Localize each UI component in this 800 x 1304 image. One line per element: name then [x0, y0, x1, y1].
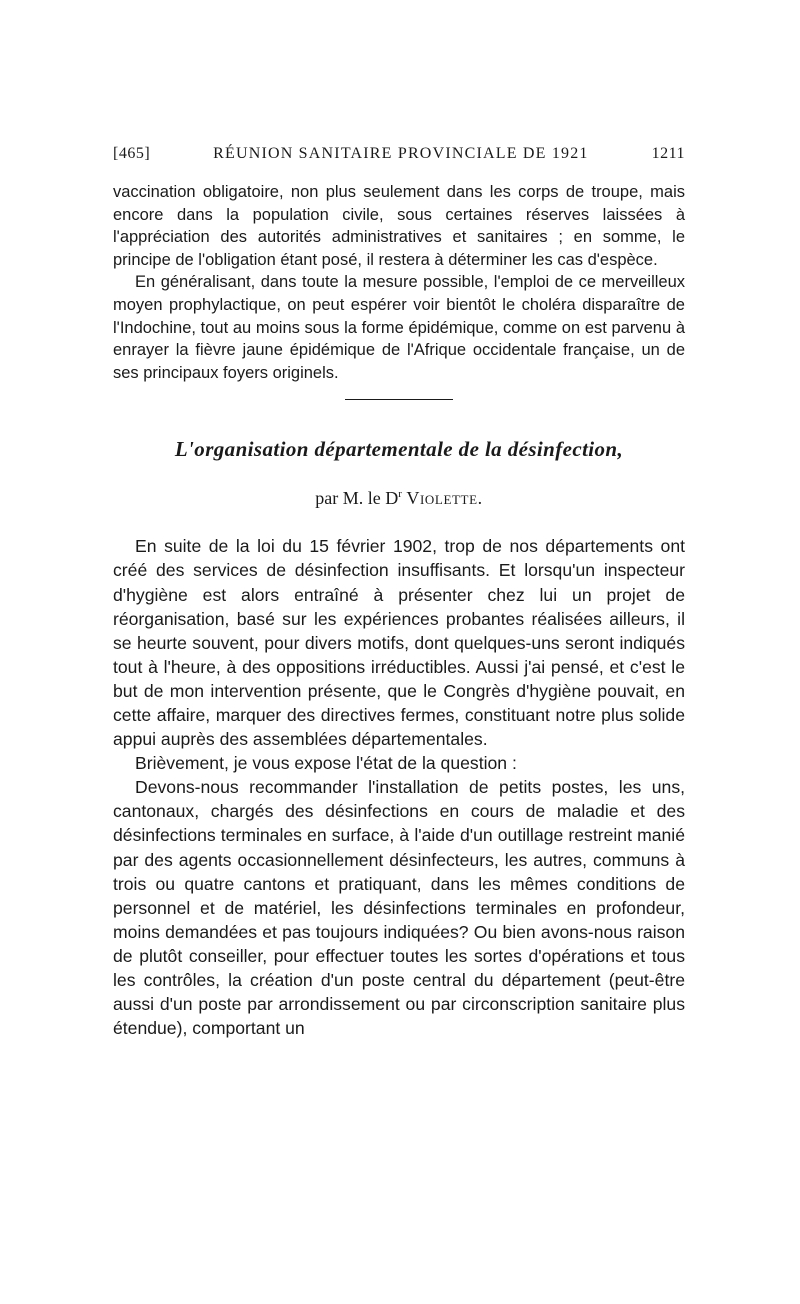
- page-number: 1211: [651, 145, 685, 162]
- running-head: [113, 145, 685, 167]
- continuation-paragraph: vaccination obligatoire, non plus seulement dans les corps de troupe, mais encore dans la population civile, sous certaines réserves laissées à l'appréciation des autorités administratives et sanitaires ; en somme, le principe de l'obligation étant posé, il restera à déterminer les cas d'espèce.: [113, 183, 685, 269]
- section-divider: [345, 399, 453, 400]
- continuation-paragraph: En généralisant, dans toute la mesure possible, l'emploi de ce merveilleux moyen prophylactique, on peut espérer voir bientôt le choléra disparaître de l'Indochine, tout au moins sous la forme épidémique, comme on est parvenu à enrayer la fièvre jaune épidémique de l'Afrique occidentale française, un de ses principaux foyers originels.: [113, 273, 685, 382]
- body-paragraph: Brièvement, je vous expose l'état de la question :: [135, 753, 517, 774]
- bracket-page-number: [465]: [113, 145, 151, 162]
- article-title: L'organisation départementale de la désinfection,: [174, 437, 624, 462]
- body-paragraph: Devons-nous recommander l'installation de petits postes, les uns, cantonaux, chargés des désinfections en cours de maladie et des désinfections terminales en surface, à l'aide d'un outillage restreint manié par des agents occasionnellement désinfecteurs, les autres, communs à trois ou quatre cantons et pratiquant, dans les mêmes conditions de personnel et de matériel, les désinfections terminales en profondeur, moins demandées et pas toujours indiquées? Ou bien avons-nous raison de plutôt conseiller, pour effectuer toutes les sortes d'opérations et tous les contrôles, la création d'un poste central du département (peut-être aussi d'un poste par arrondissement ou par circonscription sanitaire plus étendue), comportant un: [113, 777, 685, 1039]
- author-name: Violette.: [406, 488, 483, 509]
- running-head-title: RÉUNION SANITAIRE PROVINCIALE DE 1921: [213, 145, 589, 162]
- body-paragraph: En suite de la loi du 15 février 1902, trop de nos départements ont créé des services de désinfection insuffisants. Et lorsqu'un inspecteur d'hygiène est alors entraîné à présenter chez lui un projet de réorganisation, basé sur les expériences probantes réalisées ailleurs, il se heurte souvent, pour divers motifs, dont quelques-uns seront indiqués tout à l'heure, à des oppositions irréductibles. Aussi j'ai pensé, et c'est le but de mon intervention présente, que le Congrès d'hygiène pouvait, en cette affaire, marquer des directives fermes, constituant notre plus solide appui auprès des assemblées départementales.: [113, 536, 685, 750]
- author-byline: [113, 488, 685, 514]
- article-body: [113, 534, 685, 1040]
- byline-superscript: r: [398, 488, 402, 501]
- byline-prefix: par M. le D: [315, 488, 399, 509]
- document-page: [113, 145, 685, 1040]
